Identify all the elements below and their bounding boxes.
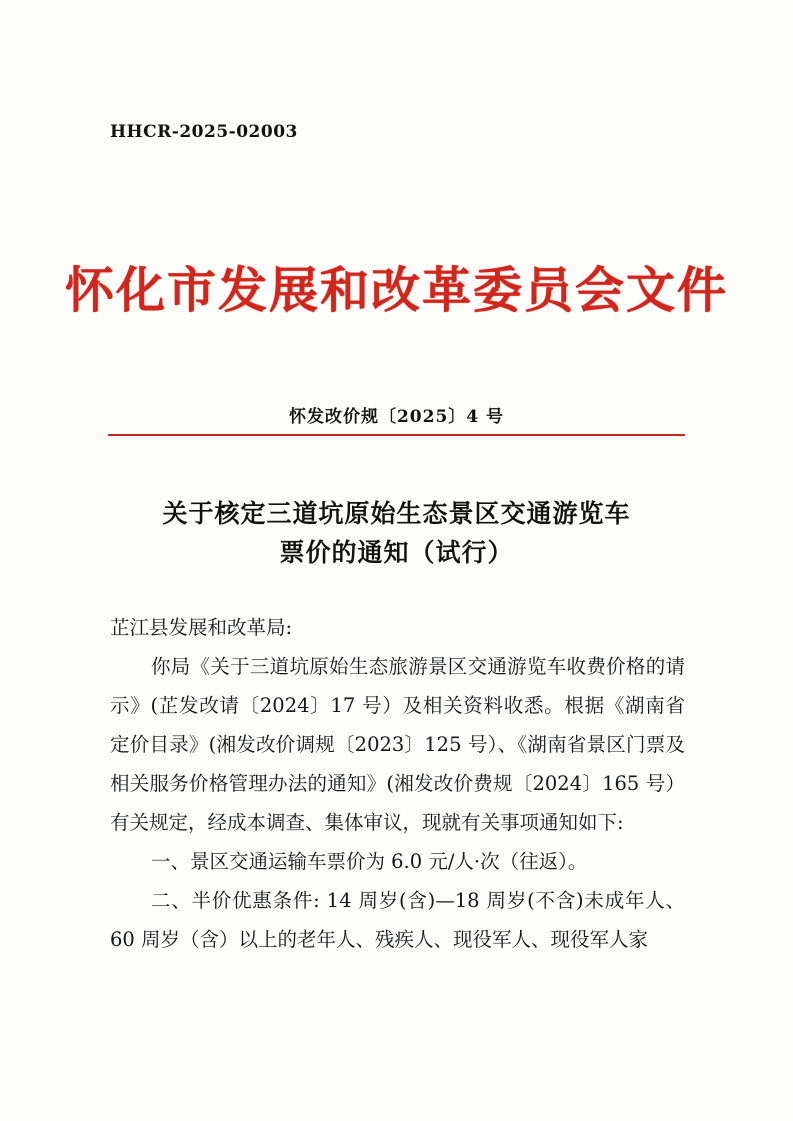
body-paragraph-3: 二、半价优惠条件: 14 周岁(含)—18 周岁(不含)未成年人、60 周岁（含）以上的老年人、残疾人、现役军人、现役军人家 <box>110 889 685 951</box>
body-paragraph-2: 一、景区交通运输车票价为 6.0 元/人·次（往返）。 <box>150 850 588 873</box>
document-body <box>110 608 685 959</box>
masthead-title: 怀化市发展和改革委员会文件 <box>64 262 728 319</box>
page-title <box>120 495 673 573</box>
document-code: HHCR-2025-02003 <box>110 122 298 142</box>
recipient-line: 芷江县发展和改革局: <box>110 616 293 639</box>
document-number: 怀发改价规〔2025〕4 号 <box>288 407 505 427</box>
body-paragraph-1: 你局《关于三道坑原始生态旅游景区交通游览车收费价格的请示》(芷发改请〔2024〕17 号）及相关资料收悉。根据《湖南省定价目录》(湘发改价调规〔2023〕125 号）、《湖南省景区门票及相关服务价格管理办法的通知》(湘发改价费规〔2024〕165 号）有关规定，经成本调查、集体审议，现就有关事项通知如下: <box>110 655 685 834</box>
title-line-1: 关于核定三道坑原始生态景区交通游览车 <box>162 499 631 528</box>
title-line-2: 票价的通知（试行） <box>279 537 514 567</box>
red-divider-rule <box>108 434 685 436</box>
